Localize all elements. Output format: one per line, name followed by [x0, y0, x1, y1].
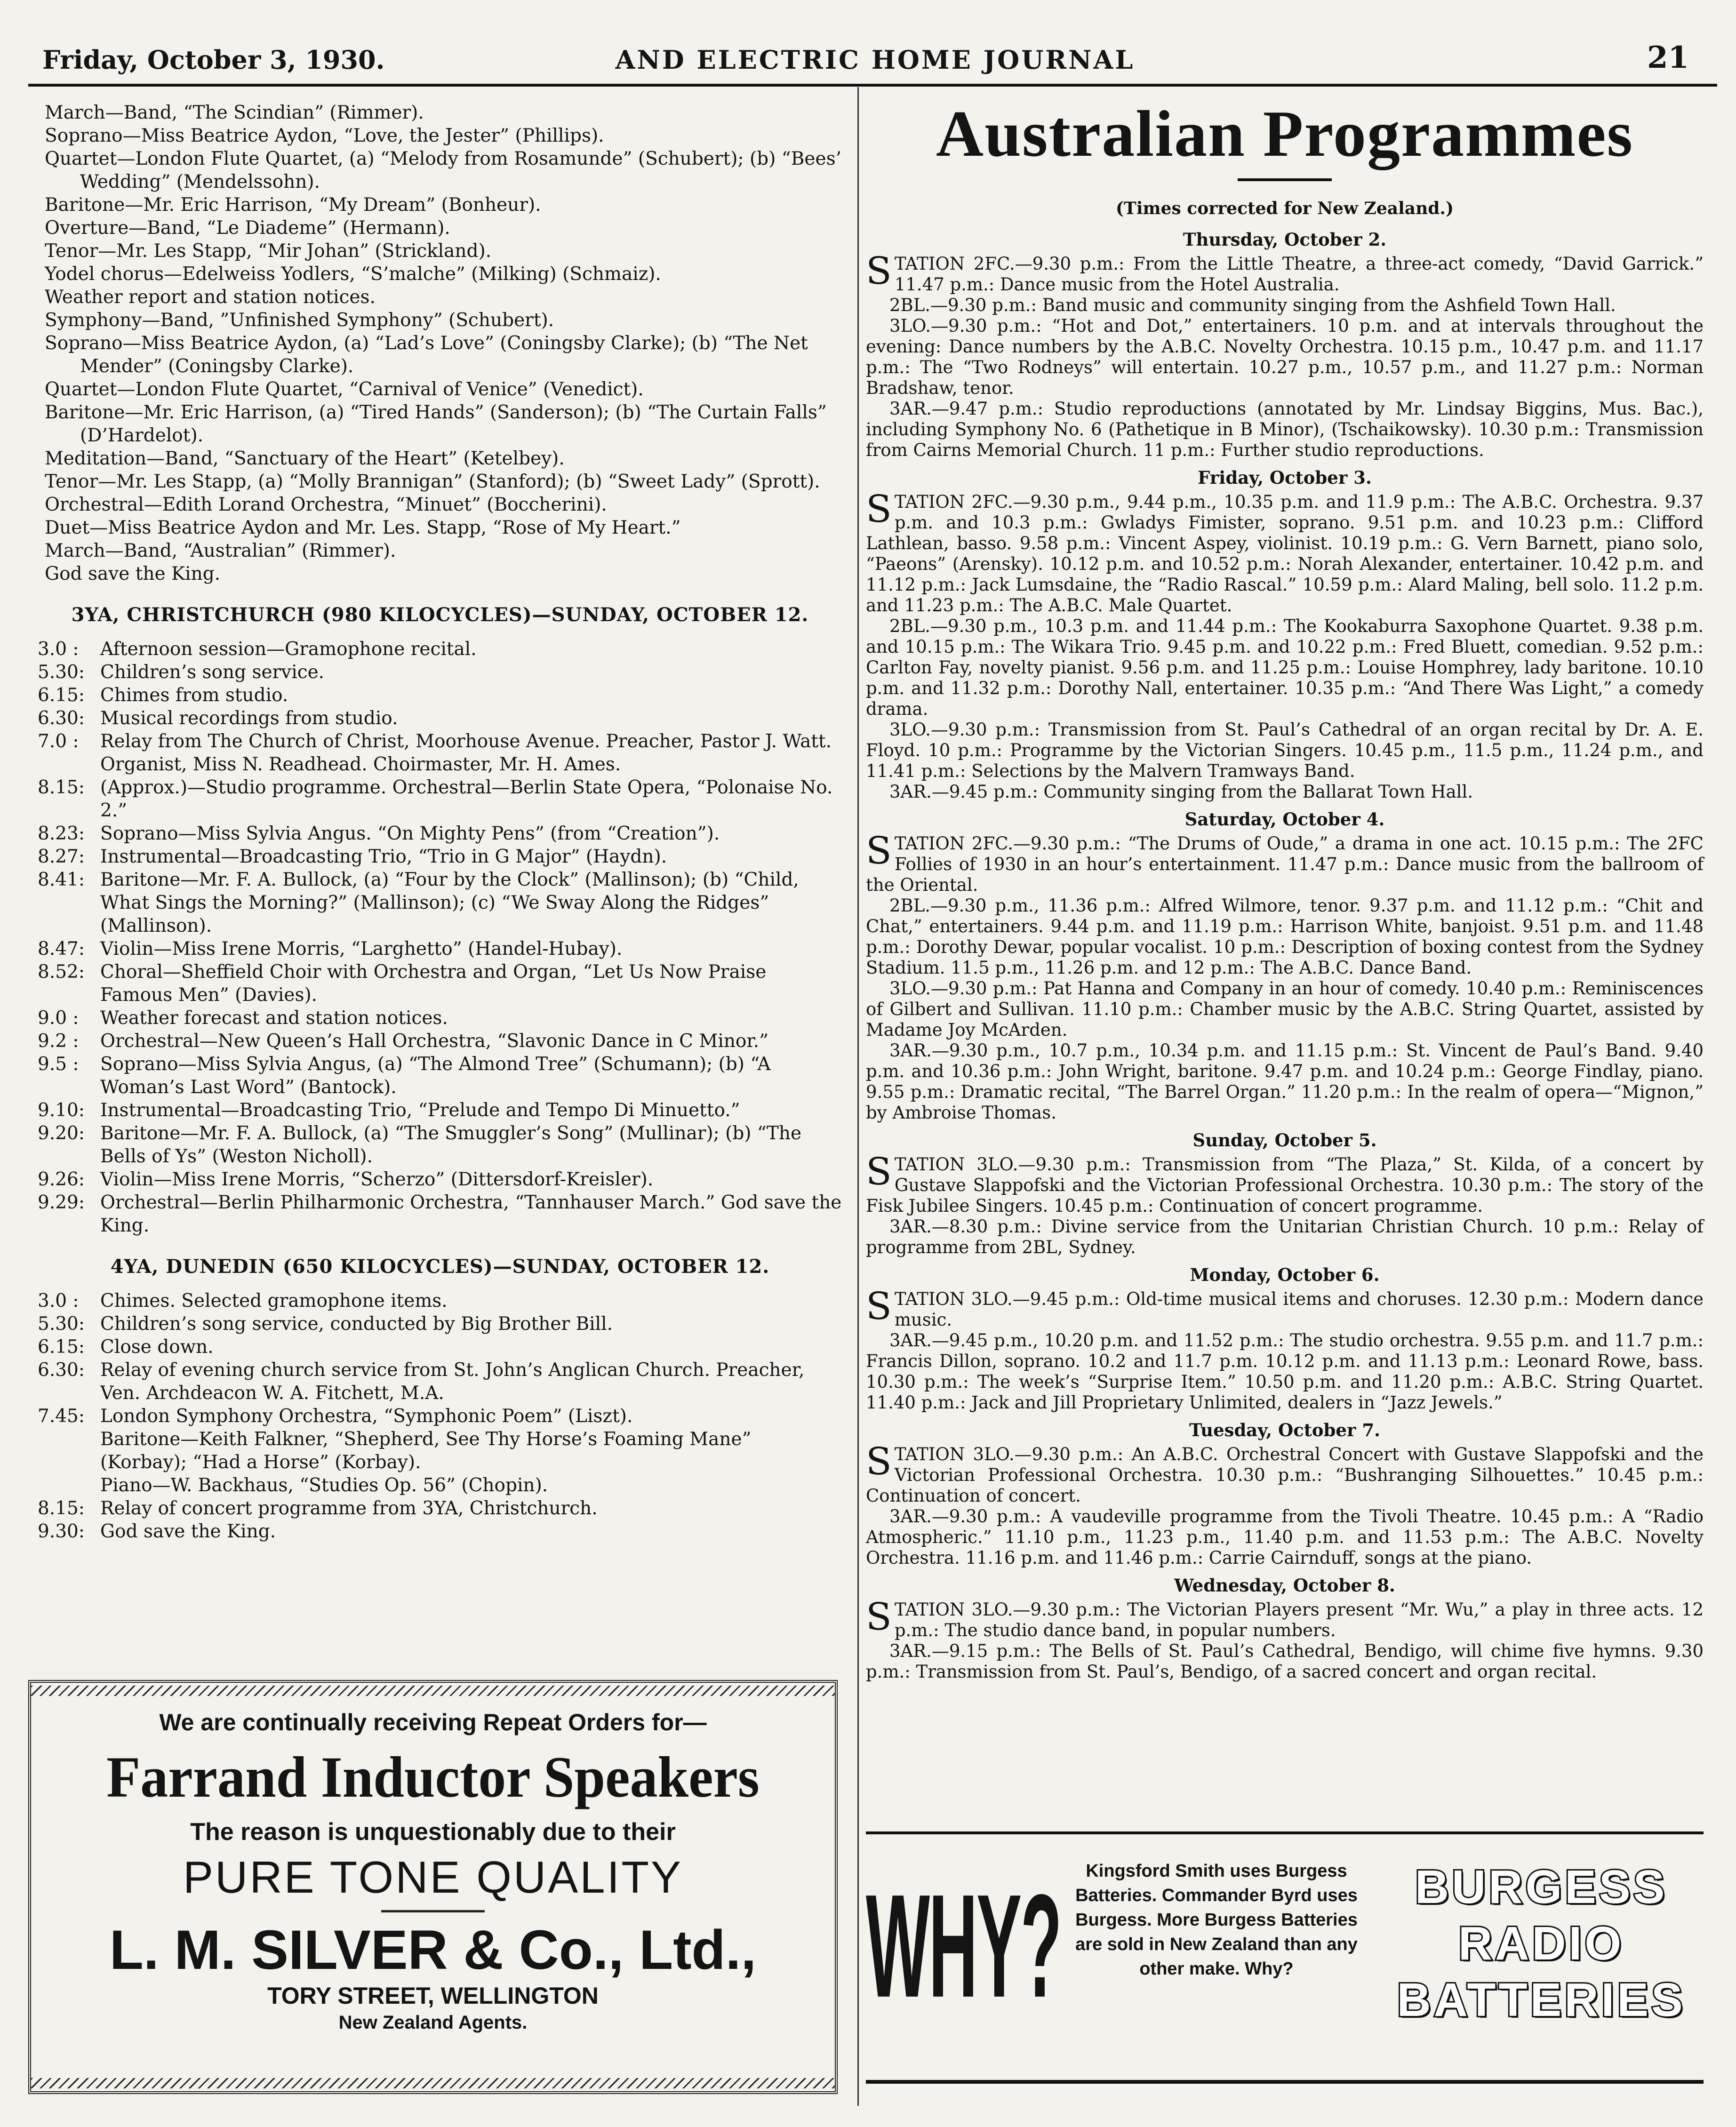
- schedule-item: Relay from The Church of Christ, Moorhouse Avenue. Preacher, Pastor J. Watt. Organist, Miss N. Readhead. Choirmaster, Mr. H. Ames.: [100, 731, 832, 775]
- program-item: Baritone—Mr. Eric Harrison, (a) “Tired Hands” (Sanderson); (b) “The Curtain Falls” (D’Hardelot).: [45, 402, 827, 446]
- brand-line-2: RADIO: [1458, 1917, 1624, 1970]
- schedule-row: [38, 684, 842, 707]
- schedule-time: 8.15:: [38, 777, 85, 798]
- schedule-time: 5.30:: [38, 662, 85, 683]
- ad-quality-line: PURE TONE QUALITY: [183, 1852, 683, 1903]
- schedule-item: Soprano—Miss Sylvia Angus. “On Mighty Pens” (from “Creation”).: [100, 823, 720, 844]
- schedule-item: Instrumental—Broadcasting Trio, “Trio in G Major” (Haydn).: [100, 846, 667, 867]
- program-item: March—Band, “Australian” (Rimmer).: [45, 540, 396, 561]
- schedule-item: Children’s song service.: [100, 662, 325, 683]
- australian-schedule: [866, 229, 1704, 1682]
- section-title: Australian Programmes: [936, 97, 1633, 170]
- schedule-time: 6.15:: [38, 685, 85, 706]
- schedule-row: [38, 868, 842, 937]
- program-item: Meditation—Band, “Sanctuary of the Heart” (Ketelbey).: [45, 448, 565, 469]
- schedule-row: [38, 1007, 842, 1030]
- brand-line-3: BATTERIES: [1397, 1974, 1686, 2026]
- station-listing: 3LO.—9.30 p.m.: Pat Hanna and Company in an hour of comedy. 10.40 p.m.: Reminiscences of Gilbert and Sullivan. 11.10 p.m.: Chamber music by the A.B.C. String Quartet, assisted by Madame Joy McArden.: [866, 978, 1704, 1040]
- schedule-row: [38, 845, 842, 868]
- schedule-item: Instrumental—Broadcasting Trio, “Prelude and Tempo Di Minuetto.”: [100, 1100, 740, 1121]
- schedule-time: 3.0 :: [38, 1290, 79, 1311]
- schedule-time: 9.10:: [38, 1100, 85, 1121]
- header-rule: [28, 84, 1717, 87]
- program-item: Tenor—Mr. Les Stapp, (a) “Molly Brannigan” (Stanford); (b) “Sweet Lady” (Sprott).: [45, 471, 820, 492]
- day-heading: Monday, October 6.: [1190, 1264, 1380, 1285]
- right-column: [866, 96, 1704, 1682]
- program-item: Baritone—Mr. Eric Harrison, “My Dream” (Bonheur).: [45, 194, 541, 216]
- schedule-time: 7.0 :: [38, 731, 79, 752]
- schedule-row: [38, 1497, 842, 1520]
- farrand-advertisement: [28, 1680, 838, 2094]
- station-heading-3ya: 3YA, CHRISTCHURCH (980 KILOCYCLES)—SUNDAY, OCTOBER 12.: [71, 604, 809, 626]
- schedule-item: Relay of concert programme from 3YA, Christchurch.: [100, 1498, 598, 1519]
- ad-lead-line: We are continually receiving Repeat Orders for—: [159, 1709, 707, 1735]
- schedule-item: Close down.: [100, 1336, 214, 1358]
- page-number: 21: [1647, 40, 1689, 75]
- schedule-row: [38, 1289, 842, 1312]
- program-item: Quartet—London Flute Quartet, “Carnival of Venice” (Venedict).: [45, 379, 644, 400]
- schedule-row: [38, 1168, 842, 1191]
- station-heading-4ya: 4YA, DUNEDIN (650 KILOCYCLES)—SUNDAY, OCTOBER 12.: [110, 1255, 770, 1278]
- station-listing: 3AR.—9.30 p.m.: A vaudeville programme from the Tivoli Theatre. 10.45 p.m.: A “Radio Atmospheric.” 11.10 p.m., 11.23 p.m., 11.40 p.m. and 11.53 p.m.: The A.B.C. Novelty Orchestra. 11.16 p.m. and 11.46 p.m.: Carrie Cairnduff, songs at the piano.: [866, 1506, 1704, 1568]
- schedule-row: [38, 1099, 842, 1122]
- schedule-row: [38, 661, 842, 684]
- schedule-time: 9.5 :: [38, 1054, 79, 1075]
- station-listing: 3LO.—9.30 p.m.: Transmission from St. Paul’s Cathedral of an organ recital by Dr. A. E. Floyd. 10 p.m.: Programme by the Victorian Singers. 10.45 p.m., 11.5 p.m., 11.24 p.m., and 11.41 p.m.: Selections by the Malvern Tramways Band.: [866, 720, 1704, 781]
- ad-why-headline: WHY?: [866, 1863, 1061, 2028]
- program-item: Symphony—Band, ”Unfinished Symphony” (Schubert).: [45, 310, 554, 331]
- ad-border-top: [31, 1686, 835, 1696]
- day-heading: Sunday, October 5.: [1192, 1130, 1377, 1151]
- schedule-time: 8.41:: [38, 869, 85, 890]
- schedule-row: [38, 1122, 842, 1168]
- page-header: [42, 40, 1708, 78]
- schedule-time: [38, 1474, 96, 1497]
- schedule-row: [38, 1030, 842, 1053]
- schedule-item: Chimes from studio.: [100, 685, 288, 706]
- schedule-row: [38, 1405, 842, 1428]
- schedule-item: Soprano—Miss Sylvia Angus, (a) “The Almond Tree” (Schumann); (b) “A Woman’s Last Word” (Bantock).: [100, 1054, 771, 1098]
- schedule-row: [38, 1520, 842, 1543]
- schedule-time: 8.23:: [38, 823, 85, 844]
- schedule-item: Orchestral—New Queen’s Hall Orchestra, “Slavonic Dance in C Minor.”: [100, 1031, 769, 1052]
- schedule-item: Baritone—Mr. F. A. Bullock, (a) “The Smuggler’s Song” (Mullinar); (b) “The Bells of Ys” (Weston Nicholl).: [100, 1123, 802, 1167]
- ad-burgess-text: Kingsford Smith uses Burgess Batteries. Commander Byrd uses Burgess. More Burgess Batteries are sold in New Zealand than any other make. Why?: [1075, 1861, 1358, 1979]
- schedule-row: [38, 1053, 842, 1099]
- schedule-item: Violin—Miss Irene Morris, “Scherzo” (Dittersdorf-Kreisler).: [100, 1169, 654, 1190]
- station-listing: 3AR.—9.47 p.m.: Studio reproductions (annotated by Mr. Lindsay Biggins, Mus. Bac.), including Symphony No. 6 (Pathetique in B Minor), (Tschaikowsky). 10.30 p.m.: Transmission from Cairns Memorial Church. 11 p.m.: Further studio reproductions.: [866, 399, 1704, 460]
- schedule-time: 8.27:: [38, 846, 85, 867]
- schedule-row: [38, 1312, 842, 1335]
- schedule-time: 9.0 :: [38, 1008, 79, 1029]
- schedule-row: [38, 1335, 842, 1359]
- schedule-item: Musical recordings from studio.: [100, 708, 398, 729]
- schedule-3ya: [38, 638, 842, 1237]
- issue-date: Friday, October 3, 1930.: [42, 45, 385, 75]
- station-listing: 3AR.—8.30 p.m.: Divine service from the Unitarian Christian Church. 10 p.m.: Relay of programme from 2BL, Sydney.: [866, 1216, 1704, 1257]
- schedule-row: [38, 1474, 842, 1497]
- day-heading: Wednesday, October 8.: [1174, 1575, 1395, 1596]
- schedule-item: (Approx.)—Studio programme. Orchestral—Berlin State Opera, “Polonaise No. 2.”: [100, 777, 833, 821]
- schedule-time: 9.29:: [38, 1192, 85, 1213]
- schedule-time: 5.30:: [38, 1313, 85, 1335]
- schedule-row: [38, 1191, 842, 1237]
- brand-line-1: BURGESS: [1415, 1861, 1668, 1913]
- program-continuation: [38, 101, 842, 585]
- schedule-row: [38, 1428, 842, 1474]
- station-listing: STATION 3LO.—9.30 p.m.: An A.B.C. Orchestral Concert with Gustave Slappofski and the Victorian Professional Orchestra. 10.30 p.m.: “Bushranging Silhouettes.” 10.45 p.m.: Continuation of concert.: [866, 1439, 1704, 1506]
- ad-product-name: Farrand Inductor Speakers: [106, 1744, 760, 1810]
- schedule-row: [38, 776, 842, 822]
- column-divider: [857, 87, 859, 2106]
- ad-separator: [381, 1910, 485, 1912]
- program-item: Soprano—Miss Beatrice Aydon, (a) “Lad’s Love” (Coningsby Clarke); (b) “The Net Mender” (Coningsby Clarke).: [45, 333, 808, 377]
- schedule-row: [38, 707, 842, 730]
- schedule-item: Weather forecast and station notices.: [100, 1008, 448, 1029]
- schedule-item: Children’s song service, conducted by Big Brother Bill.: [100, 1313, 613, 1335]
- section-subtitle: (Times corrected for New Zealand.): [1116, 199, 1454, 218]
- station-listing: STATION 2FC.—9.30 p.m., 9.44 p.m., 10.35 p.m. and 11.9 p.m.: The A.B.C. Orchestra. 9.37 p.m. and 10.3 p.m.: Gwladys Fimister, soprano. 9.51 p.m. and 10.23 p.m.: Clifford Lathlean, basso. 9.58 p.m.: Vincent Aspey, violinist. 10.19 p.m.: G. Vern Barnett, piano solo, “Paeons” (Arensky). 10.12 p.m. and 10.52 p.m.: Norah Alexander, entertainer. 10.42 p.m. and 11.12 p.m.: Jack Lumsdaine, the “Radio Rascal.” 10.59 p.m.: Alard Maling, bell solo. 11.2 p.m. and 11.23 p.m.: The A.B.C. Male Quartet.: [866, 487, 1704, 616]
- schedule-4ya: [38, 1289, 842, 1543]
- ad-reason-line: The reason is unquestionably due to their: [190, 1818, 676, 1846]
- schedule-item: Relay of evening church service from St. John’s Anglican Church. Preacher, Ven. Archdeacon W. A. Fitchett, M.A.: [100, 1359, 805, 1404]
- schedule-time: 7.45:: [38, 1406, 85, 1427]
- journal-name: AND ELECTRIC HOME JOURNAL: [615, 45, 1135, 75]
- day-heading: Friday, October 3.: [1198, 467, 1372, 488]
- schedule-item: Violin—Miss Irene Morris, “Larghetto” (Handel-Hubay).: [100, 938, 623, 960]
- schedule-time: 9.26:: [38, 1169, 85, 1190]
- station-listing: 3AR.—9.30 p.m., 10.7 p.m., 10.34 p.m. and 11.15 p.m.: St. Vincent de Paul’s Band. 9.40 p.m. and 10.36 p.m.: John Wright, baritone. 9.47 p.m. and 10.24 p.m.: George Findlay, piano. 9.55 p.m.: Dramatic recital, “The Barrel Organ.” 11.20 p.m.: In the realm of opera—“Mignon,” by Ambroise Thomas.: [866, 1040, 1704, 1123]
- program-item: Orchestral—Edith Lorand Orchestra, “Minuet” (Boccherini).: [45, 494, 607, 515]
- schedule-row: [38, 1359, 842, 1405]
- schedule-row: [38, 822, 842, 845]
- station-listing: 3LO.—9.30 p.m.: “Hot and Dot,” entertainers. 10 p.m. and at intervals throughout the evening: Dance numbers by the A.B.C. Novelty Orchestra. 10.15 p.m., 10.47 p.m. and 11.17 p.m.: The “Two Rodneys” will entertain. 10.27 p.m., 10.57 p.m., and 11.27 p.m.: Norman Bradshaw, tenor.: [866, 316, 1704, 398]
- day-heading: Saturday, October 4.: [1184, 809, 1385, 830]
- station-listing: STATION 3LO.—9.30 p.m.: The Victorian Players present “Mr. Wu,” a play in three acts. 12 p.m.: The studio dance band, in popular numbers.: [866, 1595, 1704, 1640]
- day-heading: Tuesday, October 7.: [1189, 1420, 1380, 1440]
- schedule-item: London Symphony Orchestra, “Symphonic Poem” (Liszt).: [100, 1406, 633, 1427]
- schedule-item: Afternoon session—Gramophone recital.: [100, 639, 477, 660]
- schedule-time: 6.30:: [38, 1359, 85, 1381]
- program-item: Quartet—London Flute Quartet, (a) “Melody from Rosamunde” (Schubert); (b) “Bees’ Wedding” (Mendelssohn).: [45, 148, 841, 192]
- ad-agents: New Zealand Agents.: [338, 2012, 528, 2033]
- station-listing: STATION 2FC.—9.30 p.m.: “The Drums of Oude,” a drama in one act. 10.15 p.m.: The 2FC Follies of 1930 in an hour’s entertainment. 11.47 p.m.: Dance music from the ballroom of the Oriental.: [866, 829, 1704, 895]
- day-heading: Thursday, October 2.: [1183, 229, 1387, 250]
- station-listing: STATION 3LO.—9.45 p.m.: Old-time musical items and choruses. 12.30 p.m.: Modern dance music.: [866, 1284, 1704, 1330]
- station-listing: STATION 2FC.—9.30 p.m.: From the Little Theatre, a three-act comedy, “David Garrick.” 11.47 p.m.: Dance music from the Hotel Australia.: [866, 249, 1704, 295]
- schedule-item: Choral—Sheffield Choir with Orchestra and Organ, “Let Us Now Praise Famous Men” (Davies).: [100, 961, 767, 1006]
- station-listing: 3AR.—9.45 p.m.: Community singing from the Ballarat Town Hall.: [889, 782, 1473, 802]
- schedule-time: 8.52:: [38, 961, 85, 983]
- schedule-time: 6.30:: [38, 708, 85, 729]
- program-item: Weather report and station notices.: [45, 287, 376, 308]
- ad-address: TORY STREET, WELLINGTON: [267, 1983, 599, 2009]
- schedule-row: [38, 730, 842, 776]
- station-listing: 2BL.—9.30 p.m., 10.3 p.m. and 11.44 p.m.: The Kookaburra Saxophone Quartet. 9.38 p.m. and 10.15 p.m.: The Wikara Trio. 9.45 p.m. and 10.22 p.m.: Fred Bluett, comedian. 9.52 p.m.: Carlton Fay, novelty pianist. 9.56 p.m. and 11.25 p.m.: Louise Homphrey, lady baritone. 10.10 p.m. and 11.32 p.m.: Dorothy Nall, entertainer. 10.35 p.m.: “And There Was Light,” a comedy drama.: [866, 616, 1704, 719]
- schedule-time: 9.2 :: [38, 1031, 79, 1052]
- station-listing: 2BL.—9.30 p.m., 11.36 p.m.: Alfred Wilmore, tenor. 9.37 p.m. and 11.12 p.m.: “Chit and Chat,” entertainers. 9.44 p.m. and 11.19 p.m.: Harrison White, banjoist. 9.51 p.m. and 11.48 p.m.: Dorothy Dewar, popular vocalist. 10 p.m.: Description of boxing contest from the Sydney Stadium. 11.5 p.m., 11.26 p.m. and 12 p.m.: The A.B.C. Dance Band.: [866, 896, 1704, 978]
- burgess-advertisement: [866, 1849, 1704, 2071]
- program-item: Soprano—Miss Beatrice Aydon, “Love, the Jester” (Phillips).: [45, 125, 604, 146]
- schedule-row: [38, 960, 842, 1007]
- schedule-time: 6.15:: [38, 1336, 85, 1358]
- program-item: Duet—Miss Beatrice Aydon and Mr. Les. Stapp, “Rose of My Heart.”: [45, 517, 681, 538]
- station-listing: STATION 3LO.—9.30 p.m.: Transmission from “The Plaza,” St. Kilda, of a concert by Gustave Slappofski and the Victorian Professional Orchestra. 10.30 p.m.: The story of the Fisk Jubilee Singers. 10.45 p.m.: Continuation of concert programme.: [866, 1150, 1704, 1216]
- schedule-row: [38, 638, 842, 661]
- station-listing: 3AR.—9.45 p.m., 10.20 p.m. and 11.52 p.m.: The studio orchestra. 9.55 p.m. and 11.7 p.m.: Francis Dillon, soprano. 10.2 and 11.7 p.m. 10.12 p.m. and 11.13 p.m.: Leonard Rowe, bass. 10.30 p.m.: The week’s “Surprise Item.” 10.50 p.m. and 11.20 p.m.: A.B.C. String Quartet. 11.40 p.m.: Jack and Jill Proprietary Unlimited, dealers in “Jazz Jewels.”: [866, 1330, 1704, 1413]
- schedule-time: 8.15:: [38, 1498, 85, 1519]
- ad-bottom-rule: [866, 2080, 1704, 2084]
- station-listing: 2BL.—9.30 p.m.: Band music and community singing from the Ashfield Town Hall.: [889, 295, 1616, 315]
- schedule-time: 9.20:: [38, 1123, 85, 1144]
- schedule-time: 3.0 :: [38, 639, 79, 660]
- schedule-time: 9.30:: [38, 1521, 85, 1542]
- schedule-item: Chimes. Selected gramophone items.: [100, 1290, 448, 1311]
- ad-top-rule: [866, 1831, 1704, 1834]
- program-item: March—Band, “The Scindian” (Rimmer).: [45, 102, 424, 123]
- schedule-item: God save the King.: [100, 1521, 276, 1542]
- schedule-item: Baritone—Keith Falkner, “Shepherd, See Thy Horse’s Foaming Mane” (Korbay); “Had a Horse” (Korbay).: [100, 1429, 752, 1473]
- schedule-row: [38, 937, 842, 960]
- schedule-time: 8.47:: [38, 938, 85, 960]
- program-item: Overture—Band, “Le Diademe” (Hermann).: [45, 217, 450, 239]
- title-rule: [1238, 178, 1332, 181]
- schedule-item: Baritone—Mr. F. A. Bullock, (a) “Four by the Clock” (Mallinson); (b) “Child, What Sings the Morning?” (Mallinson); (c) “We Sway Along the Ridges” (Mallinson).: [100, 869, 799, 936]
- program-item: Tenor—Mr. Les Stapp, “Mir Johan” (Strickland).: [45, 240, 492, 262]
- schedule-item: Orchestral—Berlin Philharmonic Orchestra, “Tannhauser March.” God save the King.: [100, 1192, 842, 1236]
- ad-border-bottom: [31, 2078, 835, 2088]
- burgess-logo: [1388, 1859, 1694, 2028]
- schedule-time: [38, 1428, 96, 1474]
- station-listing: 3AR.—9.15 p.m.: The Bells of St. Paul’s Cathedral, Bendigo, will chime five hymns. 9.30 p.m.: Transmission from St. Paul’s, Bendigo, of a sacred concert and organ recital.: [866, 1641, 1704, 1682]
- schedule-item: Piano—W. Backhaus, “Studies Op. 56” (Chopin).: [100, 1475, 548, 1496]
- program-item: Yodel chorus—Edelweiss Yodlers, “S’malche” (Milking) (Schmaiz).: [45, 264, 661, 285]
- program-item: God save the King.: [45, 563, 221, 584]
- left-column: [38, 101, 842, 1543]
- ad-company-name: L. M. SILVER & Co., Ltd.,: [109, 1919, 757, 1981]
